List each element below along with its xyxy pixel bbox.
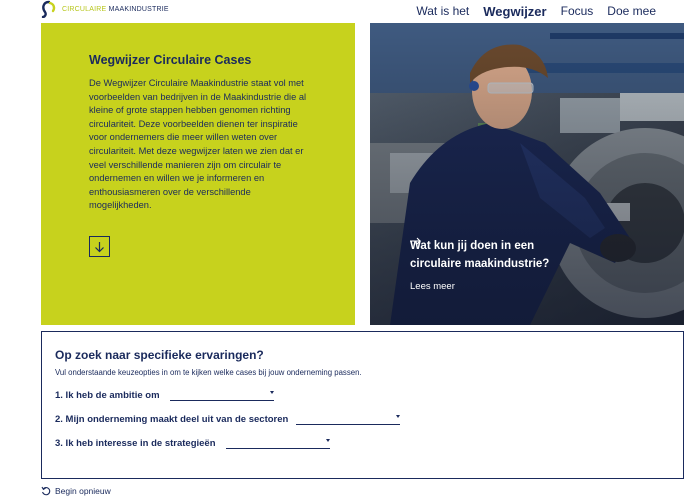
question-strategieen: [55, 438, 683, 449]
feature-overlay: [410, 237, 549, 292]
caret-down-icon: [326, 439, 330, 442]
nav-doe-mee[interactable]: Doe mee: [607, 4, 656, 18]
lees-meer-label: Lees meer: [410, 281, 455, 292]
intro-body: De Wegwijzer Circulaire Maakindustrie staat vol met voorbeelden van bedrijven in de Maakindustrie die al kleine of grote stappen hebben genomen richting circulariteit. Deze voorbeelden dienen ter inspiratie voor ondernemers die meer willen weten over circulariteit. Met deze wegwijzer laten we zien dat er veel verschillende manieren zijn om circulair te ondernemen en willen we je informeren en enthousiasmeren over de verschillende mogelijkheden.: [89, 78, 307, 211]
search-panel: [41, 331, 684, 479]
intro-panel: [41, 23, 355, 325]
question-label: 3. Ik heb interesse in de strategieën: [55, 438, 216, 449]
question-label: 1. Ik heb de ambitie om: [55, 390, 160, 401]
caret-down-icon: [270, 391, 274, 394]
sectoren-select[interactable]: [296, 414, 400, 425]
caret-down-icon: [396, 415, 400, 418]
question-sectoren: [55, 414, 683, 425]
arrow-right-icon: [410, 237, 422, 245]
search-subtitle: Vul onderstaande keuzeopties in om te kijken welke cases bij jouw onderneming passen.: [55, 368, 362, 377]
feature-title: [410, 237, 549, 273]
header: [0, 0, 700, 22]
logo-word-circulaire: CIRCULAIRE: [62, 5, 107, 13]
restart-label: Begin opnieuw: [55, 486, 111, 496]
question-label: 2. Mijn onderneming maakt deel uit van de sectoren: [55, 414, 289, 425]
arrow-down-icon: [94, 241, 105, 253]
nav-wat-is-het[interactable]: Wat is het: [416, 4, 470, 18]
restart-icon: [41, 486, 51, 496]
main-nav: [416, 4, 656, 19]
nav-focus[interactable]: Focus: [560, 4, 594, 18]
nav-wegwijzer[interactable]: Wegwijzer: [483, 3, 547, 19]
search-title: Op zoek naar specifieke ervaringen?: [55, 348, 264, 362]
feature-title-line2: circulaire maakindustrie?: [410, 258, 550, 270]
logo-word-maakindustrie: MAAKINDUSTRIE: [108, 5, 169, 13]
scroll-down-button[interactable]: [89, 236, 110, 257]
intro-title: Wegwijzer Circulaire Cases: [89, 53, 252, 67]
feature-title-line1: Wat kun jij doen in een: [410, 240, 535, 252]
question-ambitie: [55, 390, 683, 401]
restart-button[interactable]: [41, 486, 111, 496]
logo-text: [62, 6, 169, 13]
strategieen-select[interactable]: [226, 438, 330, 449]
lees-meer-link[interactable]: [410, 281, 549, 292]
logo-icon: [40, 0, 58, 18]
ambitie-select[interactable]: [170, 390, 274, 401]
logo[interactable]: [40, 0, 169, 18]
feature-panel[interactable]: [370, 23, 684, 325]
